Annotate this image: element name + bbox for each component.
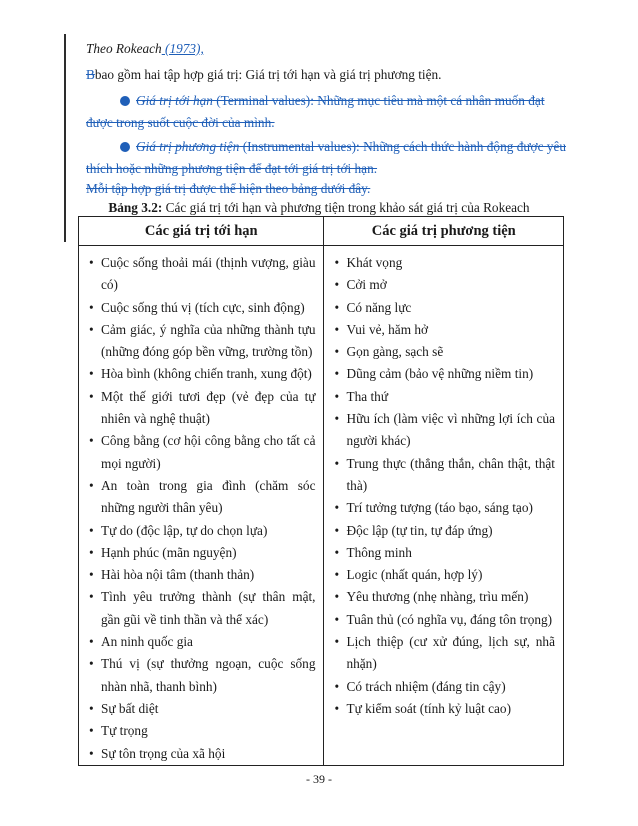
list-item: • Logic (nhất quán, hợp lý) (334, 564, 555, 586)
list-item: • Trung thực (thẳng thắn, chân thật, thật thà) (334, 453, 555, 498)
struck-bullet-1-cont: được trong suốt cuộc đời của mình. (86, 115, 275, 130)
list-item: • An ninh quốc gia (89, 631, 315, 653)
bullet-icon (120, 96, 130, 106)
list-item: • Một thế giới tươi đẹp (vẻ đẹp của tự nhiên và nghệ thuật) (89, 386, 315, 431)
values-table (78, 216, 564, 766)
intro-line (86, 66, 442, 84)
struck-bullet-2-cont: thích hoặc những phương tiện để đạt tới giá trị tới hạn. (86, 161, 378, 176)
list-item: • Hài hòa nội tâm (thanh thản) (89, 564, 315, 586)
list-item: • Yêu thương (nhẹ nhàng, trìu mến) (334, 586, 555, 608)
struck-rest-2: (Instrumental values): Những cách thức hành động được yêu (239, 139, 567, 154)
list-item: • Cảm giác, ý nghĩa của những thành tựu (những đóng góp bền vững, trường tồn) (89, 319, 315, 364)
list-item: • Hạnh phúc (mãn nguyện) (89, 542, 315, 564)
list-item: • Tuân thủ (có nghĩa vụ, đáng tôn trọng) (334, 609, 555, 631)
terminal-values-list (89, 252, 315, 765)
header-instrumental: Các giá trị phương tiện (324, 217, 564, 246)
list-item: • Độc lập (tự tin, tự đáp ứng) (334, 520, 555, 542)
intro-text: bao gồm hai tập hợp giá trị: Giá trị tới hạn và giá trị phương tiện. (94, 67, 442, 82)
list-item: • Khát vọng (334, 252, 555, 274)
list-item: • Cởi mở (334, 274, 555, 296)
struck-bullet-2 (120, 138, 566, 156)
list-item: • Có năng lực (334, 297, 555, 319)
list-item: • Tự trọng (89, 720, 315, 742)
list-item: • Gọn gàng, sạch sẽ (334, 341, 555, 363)
list-item: • Sự tôn trọng của xã hội (89, 743, 315, 765)
source-year-insert: (1973), (161, 41, 204, 56)
struck-term-2: Giá trị phương tiện (136, 139, 240, 154)
list-item: • Có trách nhiệm (đáng tin cậy) (334, 676, 555, 698)
list-item: • Cuộc sống thoải mái (thịnh vượng, giàu có) (89, 252, 315, 297)
bullet-icon (120, 142, 130, 152)
list-item: • Lịch thiệp (cư xử đúng, lịch sự, nhã nhặn) (334, 631, 555, 676)
deleted-char: B (86, 67, 95, 82)
source-author: Theo Rokeach (86, 41, 162, 56)
list-item: • Tha thứ (334, 386, 555, 408)
list-item: • Trí tưởng tượng (táo bạo, sáng tạo) (334, 497, 555, 519)
struck-rest-1: (Terminal values): Những mục tiêu mà một cá nhân muốn đạt (212, 93, 545, 108)
list-item: • Hòa bình (không chiến tranh, xung đột) (89, 363, 315, 385)
list-item: • Tự kiểm soát (tính kỷ luật cao) (334, 698, 555, 720)
list-item: • Tình yêu trưởng thành (sự thân mật, gần gũi về tinh thần và thể xác) (89, 586, 315, 631)
list-item: • Sự bất diệt (89, 698, 315, 720)
caption-text: Các giá trị tới hạn và phương tiện trong khảo sát giá trị của Rokeach (162, 200, 530, 215)
source-line (86, 40, 204, 58)
struck-table-note: Mỗi tập hợp giá trị được thể hiện theo bảng dưới đây. (86, 181, 371, 196)
caption-label: Bảng 3.2: (108, 200, 163, 215)
list-item: • Thú vị (sự thưởng ngoạn, cuộc sống nhàn nhã, thanh bình) (89, 653, 315, 698)
list-item: • Thông minh (334, 542, 555, 564)
list-item: • Công bằng (cơ hội công bằng cho tất cả mọi người) (89, 430, 315, 475)
header-terminal: Các giá trị tới hạn (79, 217, 324, 246)
list-item: • Tự do (độc lập, tự do chọn lựa) (89, 520, 315, 542)
struck-bullet-1 (120, 92, 545, 110)
instrumental-values-list (334, 252, 555, 720)
table-caption (0, 200, 638, 216)
struck-term-1: Giá trị tới hạn (136, 93, 213, 108)
list-item: • An toàn trong gia đình (chăm sóc những người thân yêu) (89, 475, 315, 520)
instrumental-cell (324, 246, 564, 766)
list-item: • Cuộc sống thú vị (tích cực, sinh động) (89, 297, 315, 319)
terminal-cell (79, 246, 324, 766)
list-item: • Dũng cảm (bảo vệ những niềm tin) (334, 363, 555, 385)
page-number: - 39 - (306, 772, 332, 786)
list-item: • Vui vẻ, hăm hở (334, 319, 555, 341)
list-item: • Hữu ích (làm việc vì những lợi ích của người khác) (334, 408, 555, 453)
